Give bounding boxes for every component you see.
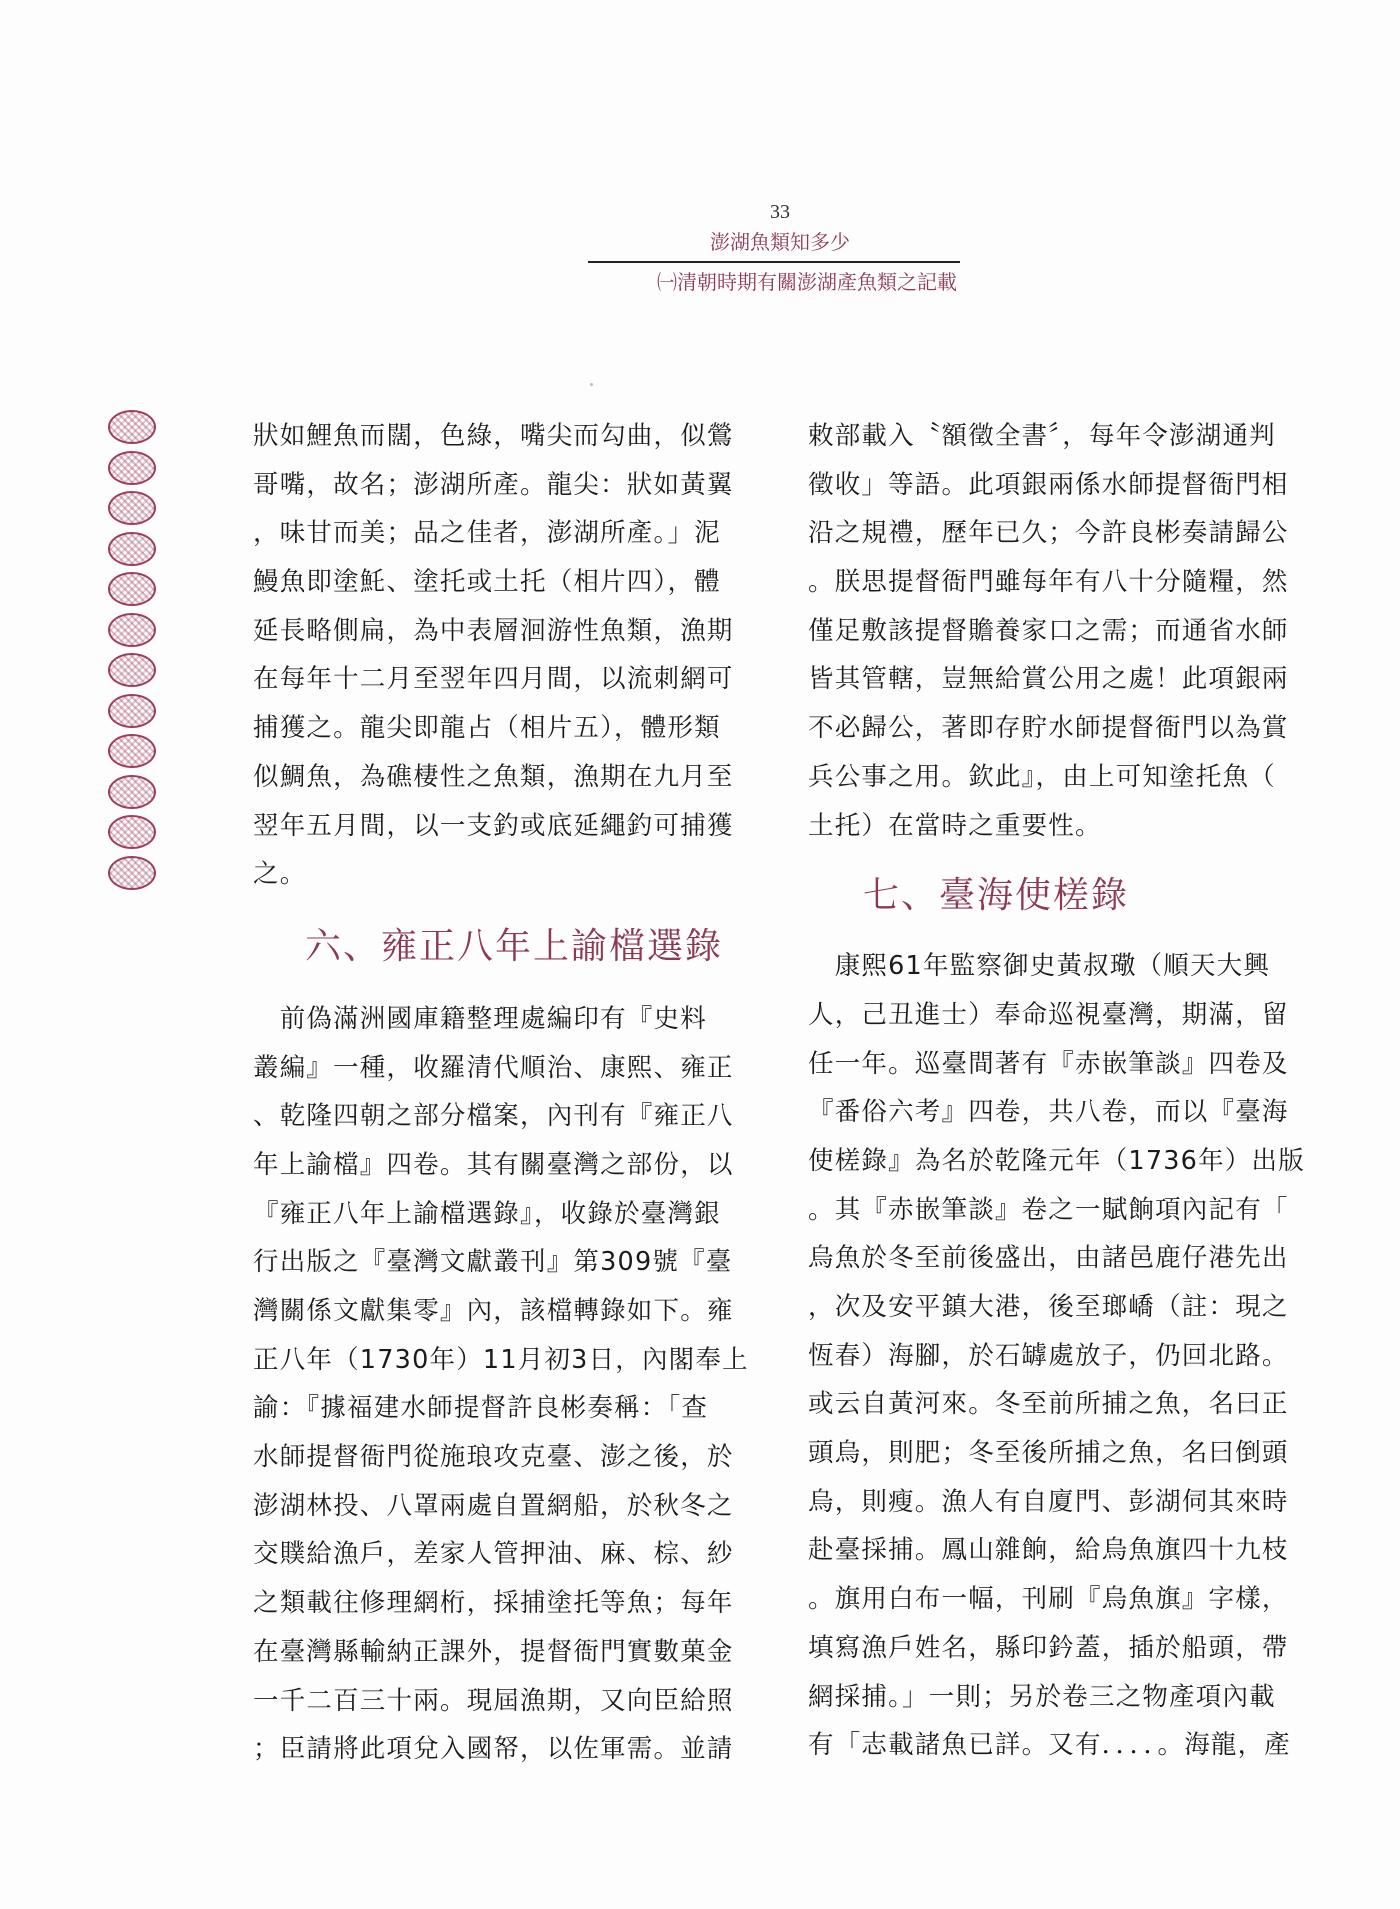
text-line: 土托）在當時之重要性。 — [808, 810, 1102, 841]
chapter-title: ㈠清朝時期有關澎湖產魚類之記載 — [657, 270, 957, 294]
running-header — [585, 197, 975, 297]
seal-stamp-icon — [108, 451, 156, 485]
seal-stamp-icon — [108, 532, 156, 566]
text-line: 頭烏，則肥；冬至後所捕之魚，名曰倒頭 — [808, 1438, 1289, 1469]
text-line: 『番俗六考』四卷，共八卷，而以『臺海 — [808, 1097, 1289, 1128]
text-line: 或云自黃河來。冬至前所捕之魚，名曰正 — [808, 1389, 1289, 1420]
text-line: 徵收」等語。此項銀兩係水師提督衙門相 — [808, 469, 1289, 500]
text-line: 使槎錄』為名於乾隆元年（1736年）出版 — [808, 1145, 1305, 1176]
right-text-column — [808, 412, 1305, 1770]
text-line: 烏，則瘦。漁人有自廈門、彭湖伺其來時 — [808, 1486, 1289, 1517]
text-line: ，味甘而美；品之佳者，澎湖所產。」泥 — [253, 518, 721, 549]
text-line: 一千二百三十兩。現屆漁期，又向臣給照 — [253, 1685, 734, 1716]
text-line: 前偽滿洲國庫籍整理處編印有『史料 — [253, 1003, 707, 1034]
text-line: ，次及安平鎮大港，後至瑯嶠（註：現之 — [808, 1292, 1289, 1322]
text-line: 之類載往修理網桁，採捕塗托等魚；每年 — [253, 1588, 734, 1619]
text-line: 任一年。巡臺間著有『赤嵌筆談』四卷及 — [808, 1048, 1289, 1079]
text-line: 烏魚於冬至前後盛出，由諸邑鹿仔港先出 — [808, 1243, 1289, 1274]
text-line: 敕部載入〝額徵全書〞，每年令澎湖通判 — [808, 421, 1276, 451]
seal-stamp-icon — [108, 572, 156, 606]
text-line: 。旗用白布一幅，刊刷『烏魚旗』字樣， — [808, 1584, 1289, 1615]
text-line: 延長略側扁，為中表層洄游性魚類，漁期 — [253, 615, 734, 646]
seal-stamp-icon — [108, 734, 156, 768]
text-line: 。朕思提督衙門雖每年有八十分隨糧，然 — [808, 567, 1289, 598]
text-line: 翌年五月間，以一支釣或底延繩釣可捕獲 — [253, 810, 734, 841]
left-paragraph-section-six — [253, 995, 749, 1774]
text-line: 填寫漁戶姓名，縣印鈐蓋，插於船頭，帶 — [808, 1632, 1289, 1663]
text-line: 在臺灣縣輸納正課外，提督衙門實數菓金 — [253, 1636, 734, 1667]
right-paragraph-section-seven — [808, 942, 1305, 1770]
text-line: 不必歸公，著即存貯水師提督衙門以為賞 — [808, 713, 1289, 744]
text-line: 康熙61年監察御史黃叔璥（順天大興 — [808, 951, 1271, 982]
text-line: 灣關係文獻集零』內，該檔轉錄如下。雍 — [253, 1296, 734, 1326]
text-line: 兵公事之用。欽此』，由上可知塗托魚（ — [808, 761, 1276, 792]
seal-stamp-icon — [108, 775, 156, 809]
text-line: 沿之規禮，歷年已久；今許良彬奏請歸公 — [808, 518, 1289, 549]
text-line: 皆其管轄，豈無給賞公用之處！此項銀兩 — [808, 664, 1289, 695]
seal-stamp-icon — [108, 856, 156, 890]
page-number: 33 — [770, 201, 790, 223]
text-line: 僅足敷該提督贍養家口之需；而通省水師 — [808, 615, 1289, 646]
section-heading-six: 六、雍正八年上諭檔選錄 — [305, 925, 724, 967]
section-heading-seven: 七、臺海使槎錄 — [863, 875, 1130, 917]
text-line: 鰻魚即塗魠、塗托或土托（相片四），體 — [253, 567, 721, 598]
text-line: 狀如鯉魚而闊，色綠，嘴尖而勾曲，似鶯 — [253, 421, 734, 451]
text-line: 人，己丑進士）奉命巡視臺灣，期滿，留 — [808, 999, 1289, 1030]
text-line: 網採捕。」一則；另於卷三之物產項內載 — [808, 1681, 1276, 1712]
header-divider — [588, 261, 960, 263]
text-line: 赴臺採捕。鳳山雜餉，給烏魚旗四十九枝 — [808, 1535, 1289, 1566]
text-line: ；臣請將此項兌入國帑，以佐軍需。並請 — [253, 1734, 734, 1765]
text-line: 之。 — [253, 859, 307, 890]
text-line: 似鯛魚，為礁棲性之魚類，漁期在九月至 — [253, 761, 734, 792]
seal-stamp-column — [108, 410, 160, 890]
text-line: 在每年十二月至翌年四月間，以流刺網可 — [253, 664, 734, 695]
seal-stamp-icon — [108, 491, 156, 525]
seal-stamp-icon — [108, 410, 156, 444]
seal-stamp-icon — [108, 815, 156, 849]
seal-stamp-icon — [108, 694, 156, 728]
text-line: 正八年（1730年）11月初3日，內閣奉上 — [253, 1344, 749, 1375]
text-line: 澎湖林投、八罩兩處自置網船，於秋冬之 — [253, 1490, 734, 1521]
text-line: 、乾隆四朝之部分檔案，內刊有『雍正八 — [253, 1101, 734, 1132]
book-title: 澎湖魚類知多少 — [710, 230, 850, 254]
scan-speck — [590, 383, 593, 386]
seal-stamp-icon — [108, 613, 156, 647]
seal-stamp-icon — [108, 653, 156, 687]
text-line: 行出版之『臺灣文獻叢刊』第309號『臺 — [253, 1247, 733, 1278]
left-text-column — [253, 412, 749, 1774]
text-line: 哥嘴，故名；澎湖所產。龍尖：狀如黃翼 — [253, 469, 734, 500]
text-line: 年上諭檔』四卷。其有關臺灣之部份，以 — [253, 1149, 734, 1180]
text-line: 捕獲之。龍尖即龍占（相片五），體形類 — [253, 713, 721, 744]
text-line: 叢編』一種，收羅清代順治、康熙、雍正 — [253, 1052, 734, 1083]
left-paragraph-continued — [253, 412, 733, 899]
text-line: 有「志載諸魚已詳。又有．．．．。海龍，產 — [808, 1730, 1292, 1761]
text-line: 水師提督衙門從施琅攻克臺、澎之後，於 — [253, 1442, 734, 1473]
text-line: 。其『赤嵌筆談』卷之一賦餉項內記有「 — [808, 1194, 1289, 1225]
text-line: 『雍正八年上諭檔選錄』，收錄於臺灣銀 — [253, 1198, 721, 1229]
text-line: 諭：『據福建水師提督許良彬奏稱：「查 — [253, 1393, 709, 1424]
right-paragraph-continued — [808, 412, 1288, 850]
text-line: 交贌給漁戶，差家人管押油、麻、棕、紗 — [253, 1539, 734, 1570]
text-line: 恆春）海腳，於石罅處放子，仍回北路。 — [808, 1340, 1289, 1371]
